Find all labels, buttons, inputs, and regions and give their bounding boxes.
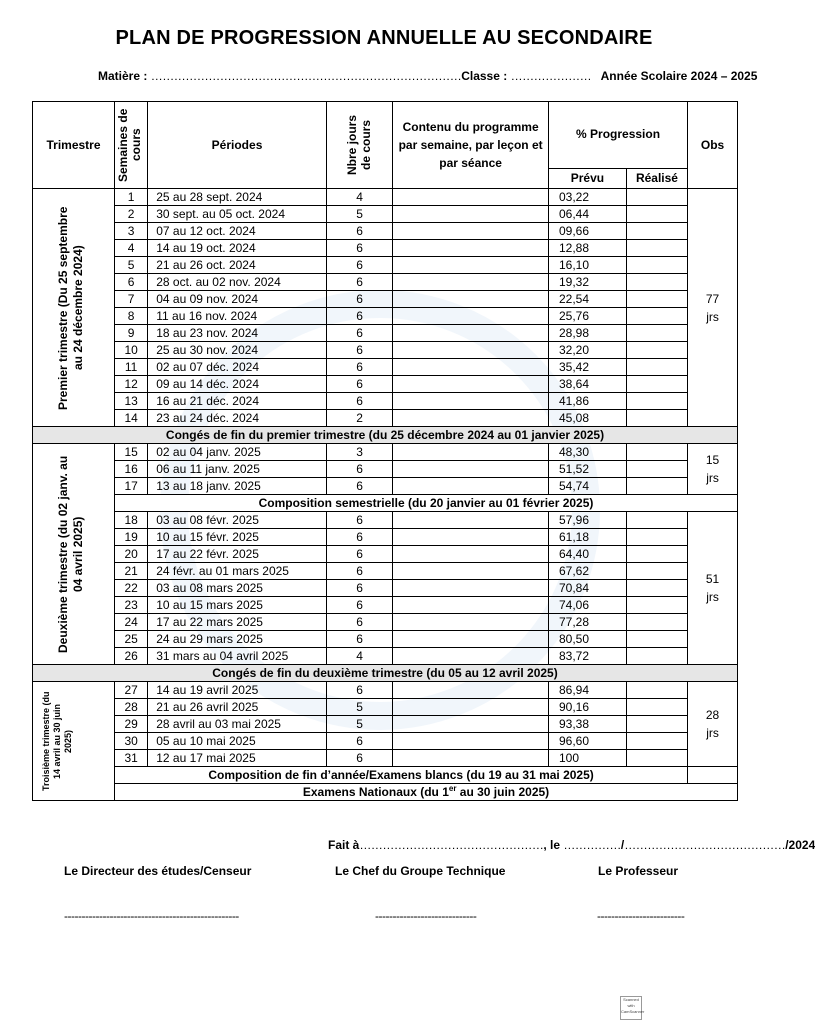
composition-fin-row: Composition de fin d’année/Examens blancs (du 19 au 31 mai 2025) <box>33 767 738 784</box>
week-number: 13 <box>115 393 148 410</box>
trimestre-1-label: Premier trimestre (Du 25 septembre au 24 décembre 2024) <box>33 189 115 427</box>
days-count: 6 <box>326 223 392 240</box>
period: 11 au 16 nov. 2024 <box>148 308 327 325</box>
realise-cell[interactable] <box>626 699 687 716</box>
week-number: 30 <box>115 733 148 750</box>
prevu-value: 54,74 <box>548 478 626 495</box>
table-row <box>33 376 738 393</box>
conges-row-2: Congés de fin du deuxième trimestre (du 05 au 12 avril 2025) <box>33 665 738 682</box>
classe-dots: ………………… <box>510 69 592 83</box>
prevu-value: 41,86 <box>548 393 626 410</box>
days-count: 6 <box>326 461 392 478</box>
days-count: 5 <box>326 716 392 733</box>
contenu-cell[interactable] <box>393 682 549 699</box>
period: 06 au 11 janv. 2025 <box>148 461 327 478</box>
days-count: 3 <box>326 444 392 461</box>
period: 24 févr. au 01 mars 2025 <box>148 563 327 580</box>
contenu-cell[interactable] <box>393 614 549 631</box>
period: 31 mars au 04 avril 2025 <box>148 648 327 665</box>
contenu-cell[interactable] <box>393 733 549 750</box>
week-number: 22 <box>115 580 148 597</box>
realise-cell[interactable] <box>626 393 687 410</box>
days-count: 6 <box>326 308 392 325</box>
week-number: 28 <box>115 699 148 716</box>
week-number: 23 <box>115 597 148 614</box>
table-row <box>33 359 738 376</box>
contenu-cell[interactable] <box>393 699 549 716</box>
contenu-cell[interactable] <box>393 597 549 614</box>
realise-cell[interactable] <box>626 648 687 665</box>
week-number: 17 <box>115 478 148 495</box>
realise-cell[interactable] <box>626 240 687 257</box>
table-row <box>33 410 738 427</box>
week-number: 11 <box>115 359 148 376</box>
realise-cell[interactable] <box>626 291 687 308</box>
prevu-value: 22,54 <box>548 291 626 308</box>
contenu-cell[interactable] <box>393 512 549 529</box>
week-number: 18 <box>115 512 148 529</box>
week-number: 20 <box>115 546 148 563</box>
prevu-value: 12,88 <box>548 240 626 257</box>
period: 07 au 12 oct. 2024 <box>148 223 327 240</box>
prevu-value: 38,64 <box>548 376 626 393</box>
realise-cell[interactable] <box>626 631 687 648</box>
prevu-value: 90,16 <box>548 699 626 716</box>
realise-cell[interactable] <box>626 750 687 767</box>
week-number: 21 <box>115 563 148 580</box>
period: 13 au 18 janv. 2025 <box>148 478 327 495</box>
days-count: 6 <box>326 257 392 274</box>
contenu-cell[interactable] <box>393 750 549 767</box>
realise-cell[interactable] <box>626 716 687 733</box>
days-count: 4 <box>326 189 392 206</box>
realise-cell[interactable] <box>626 189 687 206</box>
days-count: 5 <box>326 699 392 716</box>
table-row <box>33 648 738 665</box>
contenu-cell[interactable] <box>393 223 549 240</box>
contenu-cell[interactable] <box>393 393 549 410</box>
realise-cell[interactable] <box>626 563 687 580</box>
days-count: 6 <box>326 580 392 597</box>
signature-line-professeur: ------------------------- <box>597 909 685 923</box>
table-row <box>33 716 738 733</box>
prevu-value: 64,40 <box>548 546 626 563</box>
days-count: 5 <box>326 206 392 223</box>
prevu-value: 57,96 <box>548 512 626 529</box>
prevu-value: 45,08 <box>548 410 626 427</box>
prevu-value: 74,06 <box>548 597 626 614</box>
prevu-value: 35,42 <box>548 359 626 376</box>
table-row <box>33 342 738 359</box>
week-number: 3 <box>115 223 148 240</box>
week-number: 4 <box>115 240 148 257</box>
week-number: 12 <box>115 376 148 393</box>
prevu-value: 03,22 <box>548 189 626 206</box>
progression-table <box>32 101 738 801</box>
realise-cell[interactable] <box>626 478 687 495</box>
header-prevu: Prévu <box>548 168 626 188</box>
realise-cell[interactable] <box>626 614 687 631</box>
realise-cell[interactable] <box>626 444 687 461</box>
table-row <box>33 563 738 580</box>
subject-line <box>98 69 757 83</box>
signature-directeur: Le Directeur des études/Censeur <box>64 864 252 878</box>
days-count: 6 <box>326 393 392 410</box>
classe-label: Classe : <box>461 69 508 83</box>
week-number: 25 <box>115 631 148 648</box>
prevu-value: 86,94 <box>548 682 626 699</box>
week-number: 15 <box>115 444 148 461</box>
header-semaines: Semaines de cours <box>115 102 148 189</box>
header-nbre-jours: Nbre jours de cours <box>326 102 392 189</box>
contenu-cell[interactable] <box>393 274 549 291</box>
table-row <box>33 682 738 699</box>
contenu-cell[interactable] <box>393 342 549 359</box>
prevu-value: 25,76 <box>548 308 626 325</box>
period: 28 oct. au 02 nov. 2024 <box>148 274 327 291</box>
realise-cell[interactable] <box>626 359 687 376</box>
days-count: 6 <box>326 478 392 495</box>
contenu-cell[interactable] <box>393 206 549 223</box>
week-number: 16 <box>115 461 148 478</box>
prevu-value: 67,62 <box>548 563 626 580</box>
period: 02 au 07 déc. 2024 <box>148 359 327 376</box>
page-title: PLAN DE PROGRESSION ANNUELLE AU SECONDAIRE <box>115 27 653 49</box>
table-row <box>33 274 738 291</box>
week-number: 24 <box>115 614 148 631</box>
week-number: 29 <box>115 716 148 733</box>
week-number: 14 <box>115 410 148 427</box>
days-count: 6 <box>326 376 392 393</box>
school-year: Année Scolaire 2024 – 2025 <box>600 69 758 83</box>
contenu-cell[interactable] <box>393 308 549 325</box>
period: 10 au 15 mars 2025 <box>148 597 327 614</box>
contenu-cell[interactable] <box>393 580 549 597</box>
matiere-label: Matière : <box>98 69 148 83</box>
contenu-cell[interactable] <box>393 444 549 461</box>
period: 04 au 09 nov. 2024 <box>148 291 327 308</box>
week-number: 9 <box>115 325 148 342</box>
days-count: 2 <box>326 410 392 427</box>
prevu-value: 09,66 <box>548 223 626 240</box>
days-count: 6 <box>326 325 392 342</box>
trimestre-2-label: Deuxième trimestre (du 02 janv. au 04 avril 2025) <box>33 444 115 665</box>
header-trimestre: Trimestre <box>33 102 115 189</box>
contenu-cell[interactable] <box>393 410 549 427</box>
header-realise: Réalisé <box>626 168 687 188</box>
days-count: 6 <box>326 529 392 546</box>
table-row <box>33 631 738 648</box>
prevu-value: 100 <box>548 750 626 767</box>
header-progression: % Progression <box>548 102 687 169</box>
period: 25 au 30 nov. 2024 <box>148 342 327 359</box>
prevu-value: 28,98 <box>548 325 626 342</box>
realise-cell[interactable] <box>626 325 687 342</box>
period: 21 au 26 avril 2025 <box>148 699 327 716</box>
table-row <box>33 444 738 461</box>
table-row <box>33 223 738 240</box>
period: 14 au 19 oct. 2024 <box>148 240 327 257</box>
table-row <box>33 597 738 614</box>
conges-row-1: Congés de fin du premier trimestre (du 25 décembre 2024 au 01 janvier 2025) <box>33 427 738 444</box>
period: 10 au 15 févr. 2025 <box>148 529 327 546</box>
days-count: 6 <box>326 546 392 563</box>
contenu-cell[interactable] <box>393 359 549 376</box>
period: 14 au 19 avril 2025 <box>148 682 327 699</box>
period: 30 sept. au 05 oct. 2024 <box>148 206 327 223</box>
realise-cell[interactable] <box>626 546 687 563</box>
prevu-value: 83,72 <box>548 648 626 665</box>
realise-cell[interactable] <box>626 342 687 359</box>
obs-t3: 28 jrs <box>688 682 738 767</box>
period: 17 au 22 mars 2025 <box>148 614 327 631</box>
week-number: 7 <box>115 291 148 308</box>
week-number: 27 <box>115 682 148 699</box>
contenu-cell[interactable] <box>393 240 549 257</box>
days-count: 6 <box>326 291 392 308</box>
realise-cell[interactable] <box>626 597 687 614</box>
contenu-cell[interactable] <box>393 325 549 342</box>
week-number: 31 <box>115 750 148 767</box>
realise-cell[interactable] <box>626 529 687 546</box>
table-row <box>33 189 738 206</box>
table-row <box>33 206 738 223</box>
contenu-cell[interactable] <box>393 189 549 206</box>
table-row <box>33 257 738 274</box>
period: 03 au 08 févr. 2025 <box>148 512 327 529</box>
realise-cell[interactable] <box>626 512 687 529</box>
prevu-value: 16,10 <box>548 257 626 274</box>
prevu-value: 77,28 <box>548 614 626 631</box>
examens-row: Examens Nationaux (du 1er au 30 juin 2025) <box>33 784 738 801</box>
signature-line-directeur: -------------------------------------------------- <box>64 909 239 923</box>
prevu-value: 06,44 <box>548 206 626 223</box>
composition-row: Composition semestrielle (du 20 janvier au 01 février 2025) <box>33 495 738 512</box>
period: 18 au 23 nov. 2024 <box>148 325 327 342</box>
days-count: 6 <box>326 682 392 699</box>
contenu-cell[interactable] <box>393 529 549 546</box>
week-number: 8 <box>115 308 148 325</box>
period: 09 au 14 déc. 2024 <box>148 376 327 393</box>
contenu-cell[interactable] <box>393 716 549 733</box>
realise-cell[interactable] <box>626 410 687 427</box>
period: 02 au 04 janv. 2025 <box>148 444 327 461</box>
fait-line: Fait à…………………………………………, le ……………/……………………………………/2024 <box>328 838 815 852</box>
week-number: 6 <box>115 274 148 291</box>
days-count: 6 <box>326 597 392 614</box>
table-row <box>33 325 738 342</box>
table-row <box>33 461 738 478</box>
prevu-value: 80,50 <box>548 631 626 648</box>
signature-line-chef: ----------------------------- <box>375 909 477 923</box>
days-count: 6 <box>326 512 392 529</box>
prevu-value: 19,32 <box>548 274 626 291</box>
realise-cell[interactable] <box>626 376 687 393</box>
obs-t1: 77 jrs <box>688 189 738 427</box>
realise-cell[interactable] <box>626 682 687 699</box>
realise-cell[interactable] <box>626 223 687 240</box>
realise-cell[interactable] <box>626 580 687 597</box>
table-row <box>33 699 738 716</box>
contenu-cell[interactable] <box>393 257 549 274</box>
period: 25 au 28 sept. 2024 <box>148 189 327 206</box>
period: 21 au 26 oct. 2024 <box>148 257 327 274</box>
table-row <box>33 291 738 308</box>
table-row <box>33 733 738 750</box>
contenu-cell[interactable] <box>393 648 549 665</box>
prevu-value: 70,84 <box>548 580 626 597</box>
table-row <box>33 580 738 597</box>
days-count: 6 <box>326 342 392 359</box>
contenu-cell[interactable] <box>393 376 549 393</box>
days-count: 4 <box>326 648 392 665</box>
period: 03 au 08 mars 2025 <box>148 580 327 597</box>
week-number: 10 <box>115 342 148 359</box>
period: 12 au 17 mai 2025 <box>148 750 327 767</box>
header-periodes: Périodes <box>148 102 327 189</box>
table-row <box>33 614 738 631</box>
prevu-value: 32,20 <box>548 342 626 359</box>
realise-cell[interactable] <box>626 733 687 750</box>
matiere-dots: ……………………………………………………………………… <box>150 69 462 83</box>
table-row <box>33 478 738 495</box>
contenu-cell[interactable] <box>393 478 549 495</box>
period: 23 au 24 déc. 2024 <box>148 410 327 427</box>
table-row <box>33 512 738 529</box>
trimestre-3-label: Troisième trimestre (du 14 avril au 30 juin 2025) <box>33 682 115 801</box>
period: 17 au 22 févr. 2025 <box>148 546 327 563</box>
signature-chef: Le Chef du Groupe Technique <box>335 864 506 878</box>
period: 05 au 10 mai 2025 <box>148 733 327 750</box>
header-obs: Obs <box>688 102 738 189</box>
obs-t2b: 51 jrs <box>688 512 738 665</box>
period: 28 avril au 03 mai 2025 <box>148 716 327 733</box>
signature-professeur: Le Professeur <box>598 864 679 878</box>
week-number: 19 <box>115 529 148 546</box>
prevu-value: 93,38 <box>548 716 626 733</box>
prevu-value: 51,52 <box>548 461 626 478</box>
prevu-value: 48,30 <box>548 444 626 461</box>
table-row <box>33 308 738 325</box>
prevu-value: 96,60 <box>548 733 626 750</box>
week-number: 1 <box>115 189 148 206</box>
days-count: 6 <box>326 563 392 580</box>
week-number: 2 <box>115 206 148 223</box>
realise-cell[interactable] <box>626 461 687 478</box>
days-count: 6 <box>326 733 392 750</box>
realise-cell[interactable] <box>626 274 687 291</box>
table-row <box>33 750 738 767</box>
table-row <box>33 393 738 410</box>
period: 16 au 21 déc. 2024 <box>148 393 327 410</box>
contenu-cell[interactable] <box>393 291 549 308</box>
contenu-cell[interactable] <box>393 546 549 563</box>
prevu-value: 61,18 <box>548 529 626 546</box>
contenu-cell[interactable] <box>393 461 549 478</box>
week-number: 26 <box>115 648 148 665</box>
period: 24 au 29 mars 2025 <box>148 631 327 648</box>
obs-t2a: 15 jrs <box>688 444 738 495</box>
days-count: 6 <box>326 631 392 648</box>
realise-cell[interactable] <box>626 308 687 325</box>
contenu-cell[interactable] <box>393 563 549 580</box>
table-row <box>33 546 738 563</box>
days-count: 6 <box>326 614 392 631</box>
realise-cell[interactable] <box>626 257 687 274</box>
table-row <box>33 240 738 257</box>
days-count: 6 <box>326 274 392 291</box>
days-count: 6 <box>326 240 392 257</box>
header-contenu: Contenu du programme par semaine, par leçon et par séance <box>393 102 549 189</box>
table-row <box>33 529 738 546</box>
camscanner-logo: Scanned with CamScanner <box>620 996 642 1020</box>
contenu-cell[interactable] <box>393 631 549 648</box>
days-count: 6 <box>326 359 392 376</box>
days-count: 6 <box>326 750 392 767</box>
week-number: 5 <box>115 257 148 274</box>
realise-cell[interactable] <box>626 206 687 223</box>
